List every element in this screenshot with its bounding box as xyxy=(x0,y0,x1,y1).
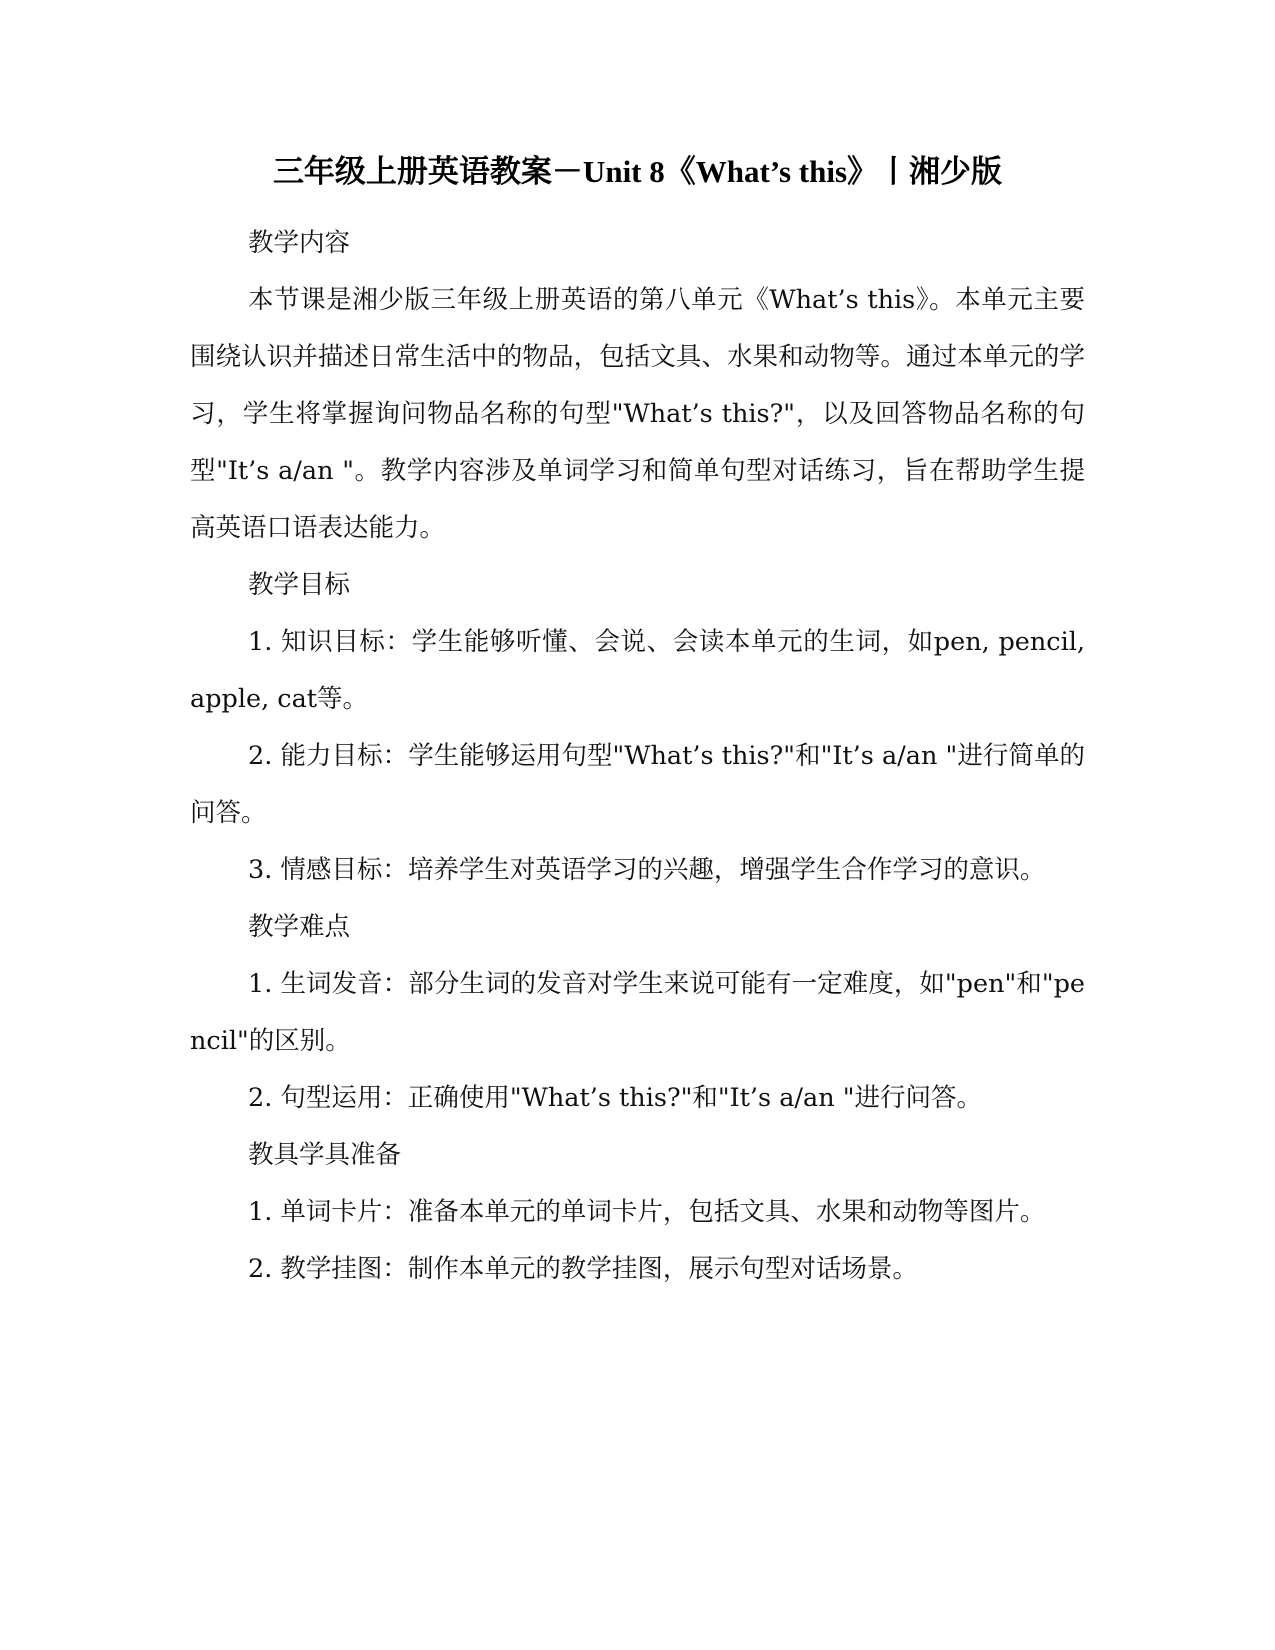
section-heading-objectives: 教学目标 xyxy=(248,570,351,600)
material-item: 1. 单词卡片：准备本单元的单词卡片，包括文具、水果和动物等图片。 xyxy=(248,1197,1046,1227)
section-heading-materials: 教具学具准备 xyxy=(248,1140,402,1170)
material-item: 2. 教学挂图：制作本单元的教学挂图，展示句型对话场景。 xyxy=(248,1254,918,1284)
objective-item: 2. 能力目标：学生能够运用句型"What’s this?"和"It’s a/an "进行简单的问答。 xyxy=(190,741,1085,828)
content-paragraph: 本节课是湘少版三年级上册英语的第八单元《What’s this》。本单元主要围绕认识并描述日常生活中的物品，包括文具、水果和动物等。通过本单元的学习，学生将掌握询问物品名称的句型"What’s this?"，以及回答物品名称的句型"It’s a/an "。教学内容涉及单词学习和简单句型对话练习，旨在帮助学生提高英语口语表达能力。 xyxy=(190,285,1085,543)
objective-item: 1. 知识目标：学生能够听懂、会说、会读本单元的生词，如pen, pencil, apple, cat等。 xyxy=(190,627,1085,714)
difficulty-item: 1. 生词发音：部分生词的发音对学生来说可能有一定难度，如"pen"和"pencil"的区别。 xyxy=(190,969,1085,1056)
document-title: 三年级上册英语教案－Unit 8《What’s this》丨湘少版 xyxy=(272,154,1003,189)
section-heading-content: 教学内容 xyxy=(248,228,351,258)
document-body xyxy=(190,215,1085,1298)
difficulty-item: 2. 句型运用：正确使用"What’s this?"和"It’s a/an "进行问答。 xyxy=(248,1083,982,1113)
section-heading-difficulties: 教学难点 xyxy=(248,912,351,942)
objective-item: 3. 情感目标：培养学生对英语学习的兴趣，增强学生合作学习的意识。 xyxy=(248,855,1046,885)
